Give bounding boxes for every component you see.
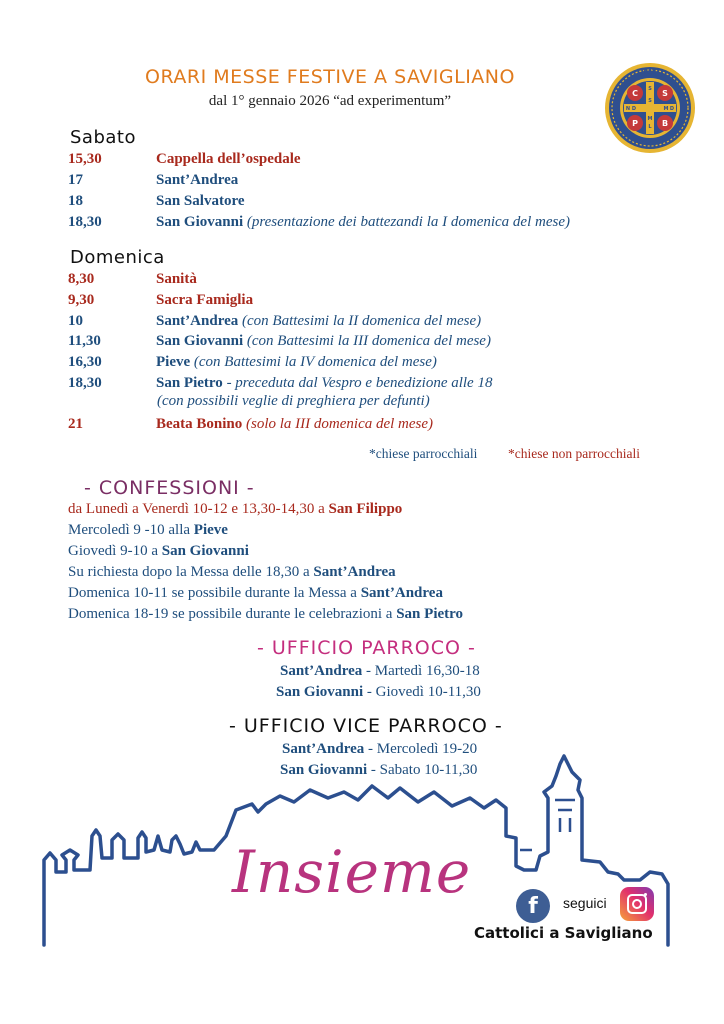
- mass-row: [68, 191, 244, 211]
- mass-note: (solo la III domenica del mese): [242, 416, 434, 432]
- confessioni-text: Mercoledì 9 -10 alla: [68, 522, 194, 538]
- brand-name: Cattolici a Savigliano: [474, 924, 653, 942]
- confessioni-text: Su richiesta dopo la Messa delle 18,30 a: [68, 564, 314, 580]
- mass-row: [68, 311, 481, 331]
- mass-place: San Salvatore: [156, 193, 245, 209]
- medal-letter: N: [625, 106, 631, 112]
- mass-place: Beata Bonino: [156, 416, 243, 432]
- mass-place: San Giovanni: [156, 214, 244, 230]
- mass-time: 18: [68, 193, 83, 209]
- ufficio-place: San Giovanni: [280, 762, 368, 778]
- medal-letter: M: [663, 106, 669, 112]
- confessioni-line: [68, 541, 249, 562]
- confessioni-line: [68, 583, 443, 604]
- confessioni-place: Sant’Andrea: [360, 585, 443, 601]
- mass-note: (con Battesimi la II domenica del mese): [238, 313, 482, 329]
- mass-note: (con Battesimi la III domenica del mese): [243, 333, 491, 349]
- legend-parish: *chiese parrocchiali: [369, 446, 478, 461]
- mass-place: San Pietro: [156, 375, 223, 391]
- confessioni-text: Domenica 10-11 se possibile durante la Messa a: [68, 585, 361, 601]
- confessioni-text: Giovedì 9-10 a: [68, 543, 162, 559]
- mass-place: Sacra Famiglia: [156, 292, 254, 308]
- insieme-script: Insieme: [232, 838, 472, 906]
- confessioni-title: - CONFESSIONI -: [84, 477, 255, 499]
- mass-row: [68, 373, 492, 393]
- medal-letter: L: [648, 124, 652, 130]
- mass-row: [68, 352, 437, 372]
- ufficio-vice-title: - UFFICIO VICE PARROCO -: [229, 715, 503, 737]
- saint-benedict-medal-icon: [604, 62, 696, 154]
- mass-time: 18,30: [68, 214, 102, 230]
- heading-domenica: Domenica: [70, 247, 165, 268]
- mass-time: 18,30: [68, 375, 102, 391]
- mass-row: [68, 414, 433, 434]
- ufficio-parroco-line: [276, 682, 481, 703]
- mass-row: [68, 269, 197, 289]
- confessioni-place: San Pietro: [396, 606, 464, 622]
- mass-time: 9,30: [68, 292, 95, 308]
- confessioni-line: [68, 520, 228, 541]
- mass-row: [68, 290, 253, 310]
- page-title: ORARI MESSE FESTIVE A SAVIGLIANO: [145, 66, 515, 88]
- medal-letter: P: [632, 119, 638, 128]
- mass-row: [68, 331, 491, 351]
- confessioni-text: da Lunedì a Venerdì 10-12 e 13,30-14,30 a: [68, 501, 329, 517]
- ufficio-hours: - Martedì 16,30-18: [362, 663, 480, 679]
- confessioni-place: Sant’Andrea: [313, 564, 396, 580]
- confessioni-place: San Giovanni: [161, 543, 249, 559]
- medal-letter: S: [662, 89, 668, 98]
- mass-time: 11,30: [68, 333, 101, 349]
- ufficio-place: Sant’Andrea: [280, 663, 363, 679]
- mass-note: - preceduta dal Vespro e benedizione alle 18: [222, 375, 493, 391]
- mass-time: 17: [68, 172, 83, 188]
- ufficio-hours: - Giovedì 10-11,30: [363, 684, 481, 700]
- medal-top-text: PAX: [643, 69, 657, 76]
- legend-non-parish: *chiese non parrocchiali: [508, 446, 640, 461]
- mass-row: [68, 149, 301, 169]
- medal-letter: D: [631, 106, 637, 112]
- heading-sabato: Sabato: [70, 127, 136, 148]
- mass-place: Pieve: [156, 354, 191, 370]
- mass-note: (presentazione dei battezandi la I domenica del mese): [243, 214, 570, 230]
- ufficio-place: San Giovanni: [276, 684, 364, 700]
- ufficio-place: Sant’Andrea: [282, 741, 365, 757]
- ufficio-parroco-line: [280, 661, 480, 682]
- confessioni-text: Domenica 18-19 se possibile durante le celebrazioni a: [68, 606, 397, 622]
- ufficio-hours: - Sabato 10-11,30: [367, 762, 478, 778]
- medal-letter: M: [647, 116, 653, 122]
- medal-letter: D: [669, 106, 675, 112]
- mass-place: Sant’Andrea: [156, 313, 239, 329]
- mass-extra-note: (con possibili veglie di preghiera per defunti): [157, 393, 430, 409]
- mass-place: Sanità: [156, 271, 197, 287]
- mass-time: 15,30: [68, 151, 102, 167]
- mass-place: Cappella dell’ospedale: [156, 151, 301, 167]
- mass-time: 21: [68, 416, 83, 432]
- medal-letter: S: [648, 98, 652, 104]
- mass-note: (con Battesimi la IV domenica del mese): [190, 354, 437, 370]
- confessioni-line: [68, 562, 396, 583]
- mass-time: 16,30: [68, 354, 102, 370]
- page-subtitle: dal 1° gennaio 2026 “ad experimentum”: [208, 93, 452, 109]
- ufficio-hours: - Mercoledì 19-20: [364, 741, 478, 757]
- medal-letter: S: [648, 86, 652, 92]
- ufficio-parroco-title: - UFFICIO PARROCO -: [257, 637, 476, 659]
- mass-row: [68, 170, 238, 190]
- seguici-label: seguici: [563, 895, 607, 911]
- mass-row: [68, 212, 570, 232]
- confessioni-place: San Filippo: [328, 501, 403, 517]
- instagram-icon[interactable]: [620, 887, 654, 921]
- medal-letter: C: [632, 89, 638, 98]
- medal-letter: B: [661, 119, 669, 128]
- mass-time: 8,30: [68, 271, 95, 287]
- mass-place: San Giovanni: [156, 333, 244, 349]
- mass-place: Sant’Andrea: [156, 172, 239, 188]
- facebook-icon[interactable]: f: [516, 889, 550, 923]
- mass-time: 10: [68, 313, 83, 329]
- confessioni-line: [68, 604, 463, 625]
- confessioni-line: [68, 499, 402, 520]
- confessioni-place: Pieve: [193, 522, 228, 538]
